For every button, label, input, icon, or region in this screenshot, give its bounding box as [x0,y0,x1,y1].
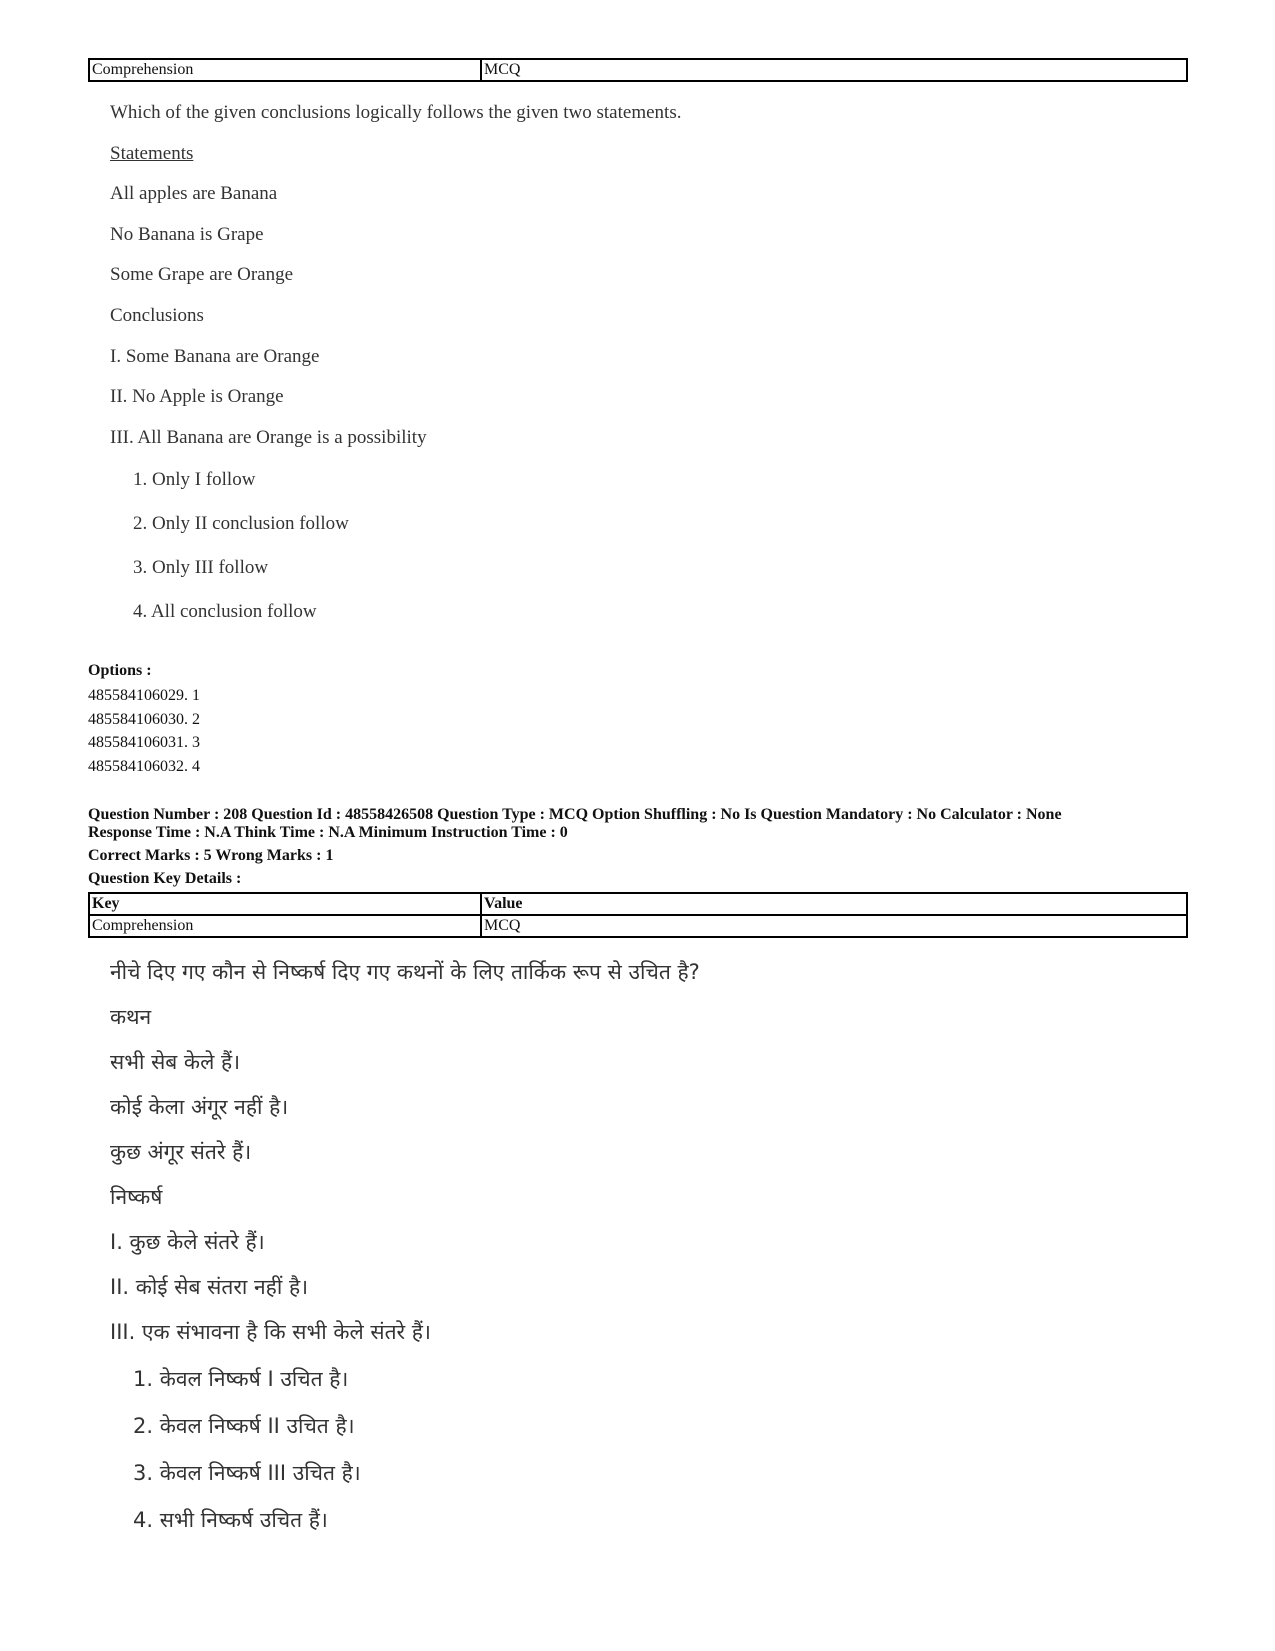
choice-4: 4. All conclusion follow [133,601,317,622]
statement-3: Some Grape are Orange [110,264,294,285]
top-key-table [88,58,1188,82]
conclusion-3-hindi: III. एक संभावना है कि सभी केले संतरे हैं। [110,1320,431,1344]
choice-3: 3. Only III follow [133,557,269,578]
choice-2-hindi: 2. केवल निष्कर्ष II उचित है। [133,1414,355,1438]
choice-4-hindi: 4. सभी निष्कर्ष उचित हैं। [133,1508,328,1532]
table-cell-key: Comprehension [89,915,481,937]
question-key-details-label: Question Key Details : [88,870,242,887]
question-meta-line2: Response Time : N.A Think Time : N.A Minimum Instruction Time : 0 [88,824,568,841]
conclusions-heading-hindi: निष्कर्ष [110,1185,163,1209]
options-label: Options : [88,662,152,679]
question-prompt: Which of the given conclusions logically follows the given two statements. [110,102,682,123]
table-cell-value: MCQ [481,915,1187,937]
key-details-table [88,892,1188,938]
question-meta-line1: Question Number : 208 Question Id : 48558426508 Question Type : MCQ Option Shuffling : No Is Question Mandatory : No Calculator : None [88,806,1062,823]
conclusion-1-hindi: I. कुछ केले संतरे हैं। [110,1230,265,1254]
option-item: 485584106030. 2 [88,710,200,728]
choice-1: 1. Only I follow [133,469,256,490]
conclusion-1: I. Some Banana are Orange [110,346,320,367]
conclusion-2-hindi: II. कोई सेब संतरा नहीं है। [110,1275,309,1299]
choice-2: 2. Only II conclusion follow [133,513,349,534]
table-cell-value: MCQ [481,59,1187,81]
choice-3-hindi: 3. केवल निष्कर्ष III उचित है। [133,1461,361,1485]
table-header-key: Key [89,893,481,915]
table-header-row [89,893,1187,915]
statement-1: All apples are Banana [110,183,278,204]
table-header-value: Value [481,893,1187,915]
options-list [88,684,200,778]
conclusion-2: II. No Apple is Orange [110,386,284,407]
choice-1-hindi: 1. केवल निष्कर्ष I उचित है। [133,1367,349,1391]
statement-1-hindi: सभी सेब केले हैं। [110,1050,241,1074]
conclusions-heading: Conclusions [110,305,204,326]
statement-2: No Banana is Grape [110,224,264,245]
table-row [89,59,1187,81]
table-row [89,915,1187,937]
option-item: 485584106032. 4 [88,757,200,775]
option-item: 485584106031. 3 [88,734,200,751]
question-prompt-hindi: नीचे दिए गए कौन से निष्कर्ष दिए गए कथनों के लिए तार्किक रूप से उचित है? [110,960,700,984]
statement-2-hindi: कोई केला अंगूर नहीं है। [110,1095,289,1119]
conclusion-3: III. All Banana are Orange is a possibility [110,427,427,448]
table-cell-key: Comprehension [89,59,481,81]
question-marks: Correct Marks : 5 Wrong Marks : 1 [88,847,334,864]
statement-3-hindi: कुछ अंगूर संतरे हैं। [110,1140,252,1164]
statements-heading-hindi: कथन [110,1005,152,1029]
option-item: 485584106029. 1 [88,687,200,704]
statements-heading: Statements [110,143,194,164]
